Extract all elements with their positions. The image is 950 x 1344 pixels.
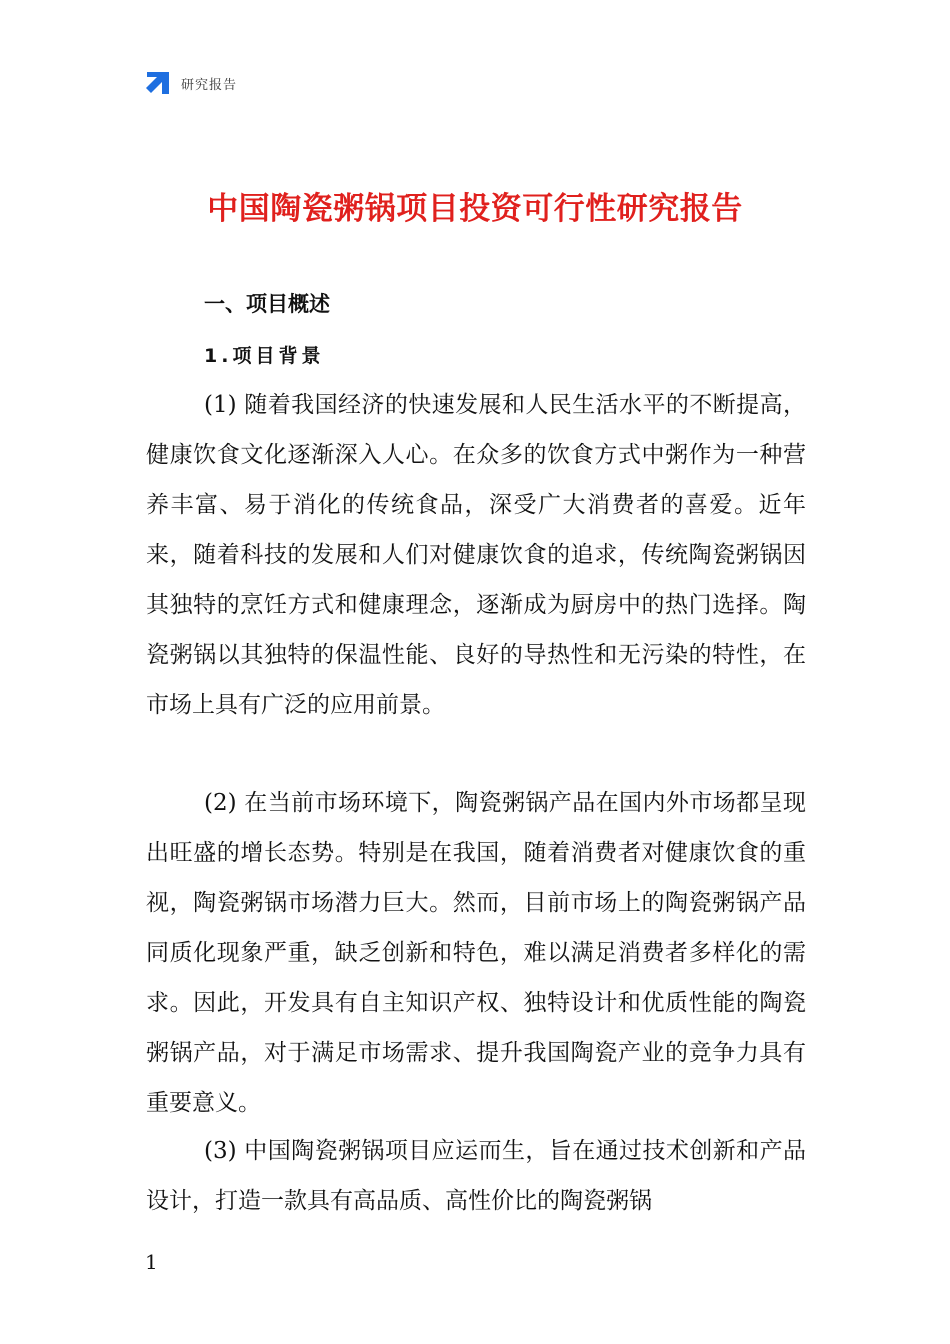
subsection-heading: 1.项目背景 [204,345,325,367]
body-paragraph: (3) 中国陶瓷粥锅项目应运而生，旨在通过技术创新和产品设计，打造一款具有高品质、高性价比的陶瓷粥锅 [146,1138,806,1214]
page-number: 1 [145,1250,158,1274]
page-header [145,70,237,96]
body-paragraph: (1) 随着我国经济的快速发展和人民生活水平的不断提高，健康饮食文化逐渐深入人心。在众多的饮食方式中粥作为一种营养丰富、易于消化的传统食品，深受广大消费者的喜爱。近年来，随着科技的发展和人们对健康饮食的追求，传统陶瓷粥锅因其独特的烹饪方式和健康理念，逐渐成为厨房中的热门选择。陶瓷粥锅以其独特的保温性能、良好的导热性和无污染的特性，在市场上具有广泛的应用前景。 [146,392,806,718]
header-label: 研究报告 [181,77,238,93]
arrow-up-right-icon [145,70,171,96]
document-title: 中国陶瓷粥锅项目投资可行性研究报告 [207,191,743,227]
body-paragraph: (2) 在当前市场环境下，陶瓷粥锅产品在国内外市场都呈现出旺盛的增长态势。特别是在我国，随着消费者对健康饮食的重视，陶瓷粥锅市场潜力巨大。然而，目前市场上的陶瓷粥锅产品同质化现象严重，缺乏创新和特色，难以满足消费者多样化的需求。因此，开发具有自主知识产权、独特设计和优质性能的陶瓷粥锅产品，对于满足市场需求、提升我国陶瓷产业的竞争力具有重要意义。 [146,790,806,1116]
section-heading: 一、项目概述 [204,292,330,316]
